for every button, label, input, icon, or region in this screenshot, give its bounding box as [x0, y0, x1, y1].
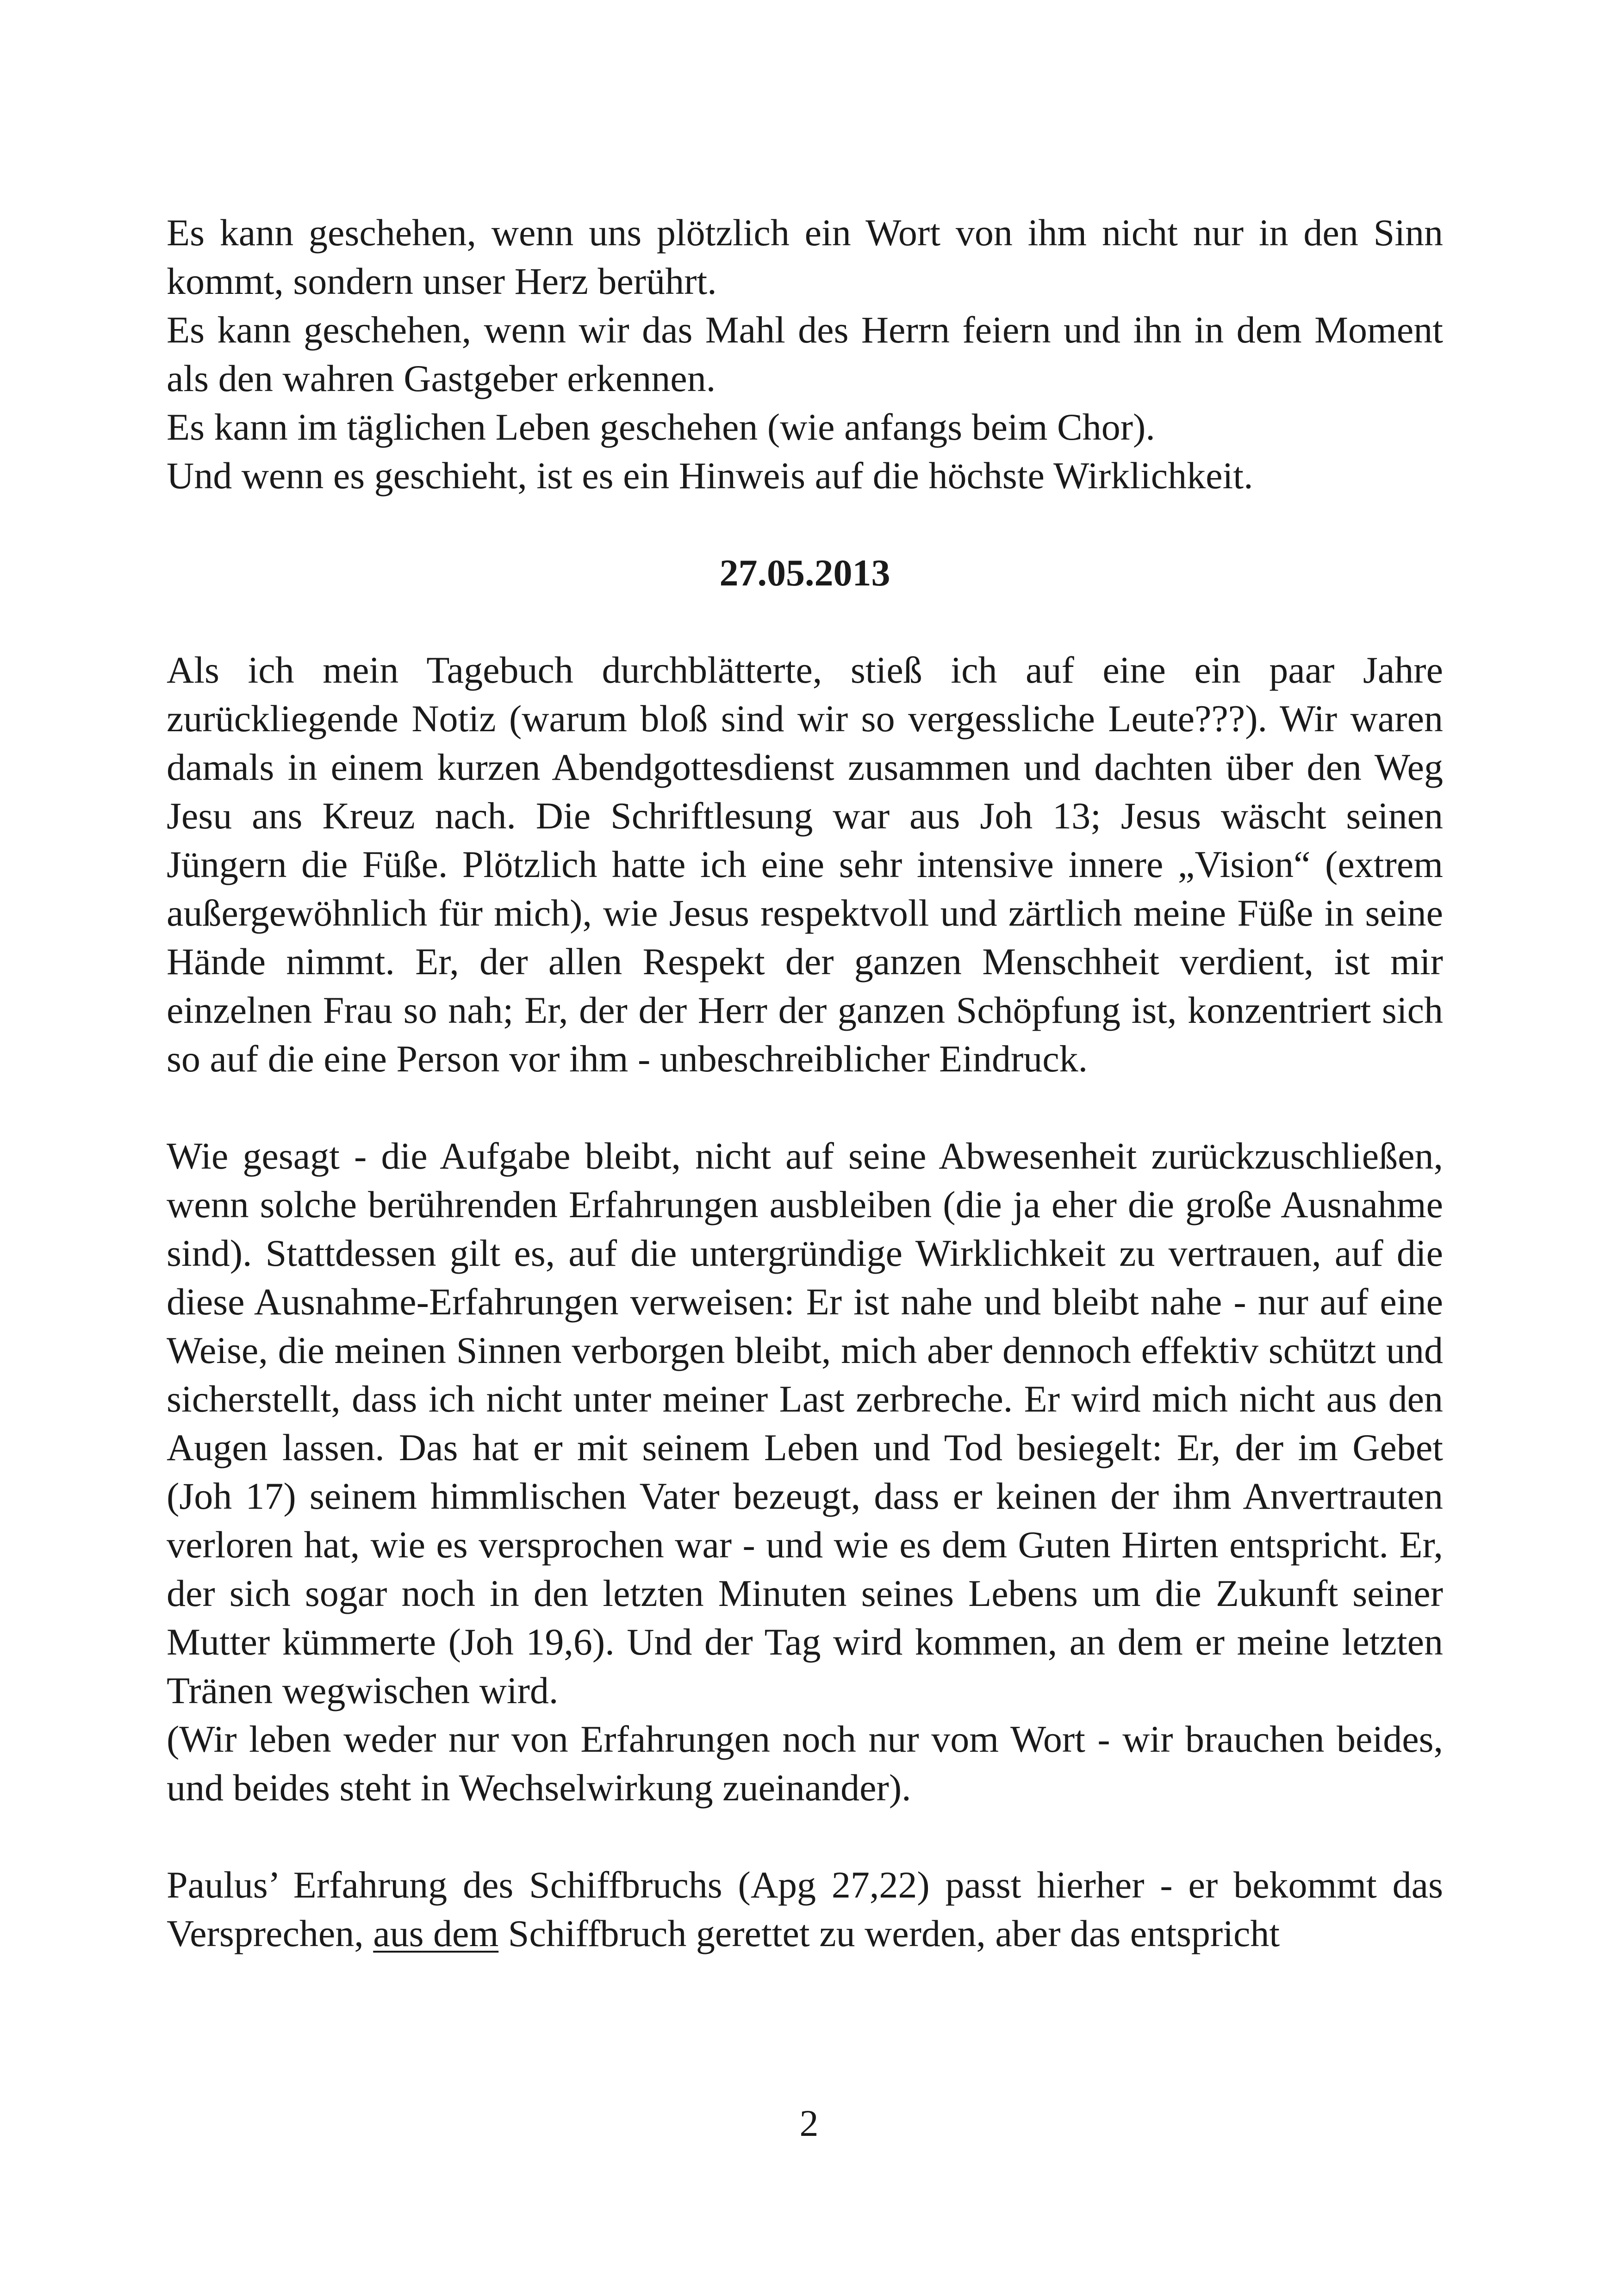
paragraph-diary-note: Als ich mein Tagebuch durchblätterte, stieß ich auf eine ein paar Jahre zurückliegende Notiz (warum bloß sind wir so vergessliche Leute???). Wir waren damals in einem kurzen Abendgottesdienst zusammen und dachten über den Weg Jesu ans Kreuz nach. Die Schriftlesung war aus Joh 13; Jesus wäscht seinen Jüngern die Füße. Plötzlich hatte ich eine sehr intensive innere „Vision“ (extrem außergewöhnlich für mich), wie Jesus respektvoll und zärtlich meine Füße in seine Hände nimmt. Er, der allen Respekt der ganzen Menschheit verdient, ist mir einzelnen Frau so nah; Er, der der Herr der ganzen Schöpfung ist, konzentriert sich so auf die eine Person vor ihm - unbeschreiblicher Eindruck.	[167, 649, 1443, 1080]
intro-line-4: Und wenn es geschieht, ist es ein Hinweis auf die höchste Wirklichkeit.	[167, 454, 1253, 497]
paragraph-absence: Wie gesagt - die Aufgabe bleibt, nicht auf seine Abwesenheit zurückzuschließen, wenn solche berührenden Erfahrungen ausbleiben (die ja eher die große Ausnahme sind). Stattdessen gilt es, auf die untergründige Wirklichkeit zu vertrauen, auf die diese Ausnahme-Erfahrungen verweisen: Er ist nahe und bleibt nahe - nur auf eine Weise, die meinen Sinnen verborgen bleibt, mich aber dennoch effektiv schützt und sicherstellt, dass ich nicht unter meiner Last zerbreche. Er wird mich nicht aus den Augen lassen. Das hat er mit seinem Leben und Tod besiegelt: Er, der im Gebet (Joh 17) seinem himmlischen Vater bezeugt, dass er keinen der ihm Anvertrauten verloren hat, wie es versprochen war - und wie es dem Guten Hirten entspricht. Er, der sich sogar noch in den letzten Minuten seines Lebens um die Zukunft seiner Mutter kümmerte (Joh 19,6). Und der Tag wird kommen, an dem er meine letzten Tränen wegwischen wird.	[167, 1135, 1443, 1711]
intro-line-3: Es kann im täglichen Leben geschehen (wie anfangs beim Chor).	[167, 406, 1155, 448]
page-number: 2	[799, 2102, 819, 2144]
intro-line-1: Es kann geschehen, wenn uns plötzlich ein Wort von ihm nicht nur in den Sinn kommt, sondern unser Herz berührt.	[167, 212, 1443, 302]
date-heading: 27.05.2013	[719, 552, 890, 594]
document-page	[167, 208, 1443, 1958]
paragraph-shipwreck	[167, 1860, 1443, 1958]
shipwreck-text-before: Paulus’ Erfahrung des Schiffbruchs (Apg 27,22) passt hierher - er bekommt das Versprechen,	[167, 1864, 1443, 1954]
shipwreck-text-after: Schiffbruch gerettet zu werden, aber das entspricht	[498, 1912, 1280, 1954]
underlined-phrase: aus dem	[373, 1912, 499, 1954]
paragraph-absence-note: (Wir leben weder nur von Erfahrungen noch nur vom Wort - wir brauchen beides, und beides steht in Wechselwirkung zueinander).	[167, 1718, 1443, 1809]
intro-line-2: Es kann geschehen, wenn wir das Mahl des Herrn feiern und ihn in dem Moment als den wahren Gastgeber erkennen.	[167, 309, 1443, 399]
